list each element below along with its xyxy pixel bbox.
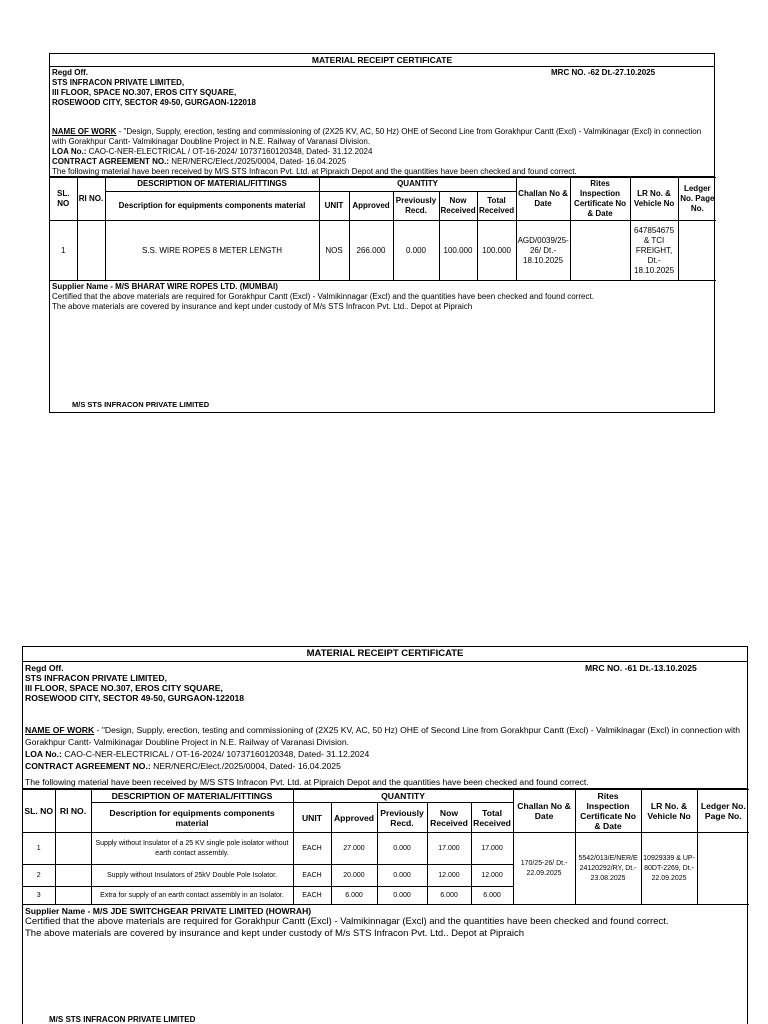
col-ledger: Ledger No. Page No. — [697, 790, 749, 833]
cell-desc: S.S. WIRE ROPES 8 METER LENGTH — [105, 221, 319, 281]
cell-rites — [570, 221, 630, 281]
regd-off-label: Regd Off. — [52, 68, 88, 77]
work-details — [23, 724, 747, 772]
cell-desc: Supply without Insulator of a 25 KV single pole isolator without earth contact assembly. — [91, 833, 293, 865]
company-name: STS INFRACON PRIVATE LIMITED, — [52, 78, 185, 87]
mrc-number: MRC NO. -62 Dt.-27.10.2025 — [551, 68, 656, 77]
cell-total: 100.000 — [477, 221, 516, 281]
loa-line — [25, 748, 745, 760]
cell-sl: 1 — [50, 221, 77, 281]
col-qty-group: QUANTITY — [319, 178, 516, 192]
contract-label: CONTRACT AGREEMENT NO.: — [52, 157, 170, 166]
table-row — [50, 221, 716, 281]
col-sl-no: SL. NO — [23, 790, 55, 833]
received-note: The following material have been received by M/S STS Infracon Pvt. Ltd. at Pipraich Depot and the quantities have been checked and found correct. — [23, 772, 747, 789]
cell-sl: 2 — [23, 865, 55, 887]
insurance-statement: The above materials are covered by insurance and kept under custody of M/s STS Infracon Pvt. Ltd.. Depot at Pipraich — [52, 302, 473, 311]
col-unit: UNIT — [293, 803, 331, 833]
cell-now: 17.000 — [427, 833, 471, 865]
col-lr: LR No. & Vehicle No — [641, 790, 697, 833]
cell-sl: 1 — [23, 833, 55, 865]
signatory: M/S STS INFRACON PRIVATE LIMITED — [49, 1015, 196, 1024]
cell-ri — [55, 865, 91, 887]
col-total: Total Received — [477, 191, 516, 220]
col-challan: Challan No & Date — [516, 178, 570, 221]
address-line-2: ROSEWOOD CITY, SECTOR 49-50, GURGAON-122018 — [52, 98, 256, 107]
cell-ri — [55, 887, 91, 905]
material-table — [23, 789, 749, 905]
cell-prev: 0.000 — [377, 833, 427, 865]
loa-label: LOA No.: — [52, 147, 87, 156]
loa-line — [52, 147, 712, 157]
name-of-work-text: - "Design, Supply, erection, testing and commissioning of (2X25 KV, AC, 50 Hz) OHE of Second Line from Gorakhpur Cantt (Excl) - Valmikinagar (Excl) in connection with Gorakhpur Cantt- Valmikinagar Doubline Project in N.E. Railway of Varanasi Division. — [25, 725, 741, 747]
cell-now: 6.000 — [427, 887, 471, 905]
table-row — [23, 833, 749, 865]
cell-approved: 20.000 — [331, 865, 377, 887]
col-now: Now Received — [439, 191, 477, 220]
col-sl-no: SL. NO — [50, 178, 77, 221]
certificate-title: MATERIAL RECEIPT CERTIFICATE — [50, 54, 714, 67]
certified-statement: Certified that the above materials are required for Gorakhpur Cantt (Excl) - Valmikinnagar (Excl) and the quantities have been checked and found correct. — [52, 292, 594, 301]
col-prev: Previously Recd. — [393, 191, 439, 220]
material-receipt-certificate-61 — [22, 646, 748, 1024]
supplier-name: Supplier Name - M/S BHARAT WIRE ROPES LTD. (MUMBAI) — [52, 282, 278, 291]
cell-desc: Extra for supply of an earth contact assembly in an Isolator. — [91, 887, 293, 905]
contract-line — [25, 760, 745, 772]
cell-now: 100.000 — [439, 221, 477, 281]
supplier-name: Supplier Name - M/S JDE SWITCHGEAR PRIVATE LIMITED (HOWRAH) — [25, 906, 312, 916]
cell-unit: EACH — [293, 887, 331, 905]
col-challan: Challan No & Date — [513, 790, 575, 833]
address-line-2: ROSEWOOD CITY, SECTOR 49-50, GURGAON-122018 — [25, 693, 245, 703]
cell-approved: 27.000 — [331, 833, 377, 865]
col-prev: Previously Recd. — [377, 803, 427, 833]
col-ri-no: RI NO. — [55, 790, 91, 833]
cell-total: 17.000 — [471, 833, 513, 865]
cell-ri — [77, 221, 105, 281]
contract-line — [52, 157, 712, 167]
cell-approved: 6.000 — [331, 887, 377, 905]
name-of-work — [52, 127, 712, 147]
mrc-number: MRC NO. -61 Dt.-13.10.2025 — [585, 663, 697, 673]
company-header — [23, 662, 747, 724]
certificate-title: MATERIAL RECEIPT CERTIFICATE — [23, 647, 747, 662]
name-of-work-text: - "Design, Supply, erection, testing and commissioning of (2X25 KV, AC, 50 Hz) OHE of Second Line from Gorakhpur Cantt (Excl) - Valmikinagar (Excl) in connection with Gorakhpur Cantt- Valmikinagar Doubline Project in N.E. Railway of Varanasi Division. — [52, 127, 702, 146]
col-desc: Description for equipments components material — [91, 803, 293, 833]
certificate-footer — [50, 281, 714, 313]
company-name: STS INFRACON PRIVATE LIMITED, — [25, 673, 167, 683]
work-details — [50, 127, 714, 167]
cell-lr: 10929339 & UP-80DT-2269, Dt.- 22.09.2025 — [641, 833, 697, 905]
name-of-work-label: NAME OF WORK — [25, 725, 95, 735]
col-rites: Rites Inspection Certificate No & Date — [570, 178, 630, 221]
signatory: M/S STS INFRACON PRIVATE LIMITED — [72, 400, 210, 409]
col-ri-no: RI NO. — [77, 178, 105, 221]
loa-label: LOA No.: — [25, 749, 62, 759]
col-now: Now Received — [427, 803, 471, 833]
cell-challan: AGD/0039/25-26/ Dt.- 18.10.2025 — [516, 221, 570, 281]
col-qty-group: QUANTITY — [293, 790, 513, 803]
material-table — [50, 177, 716, 281]
cell-sl: 3 — [23, 887, 55, 905]
cell-unit: EACH — [293, 833, 331, 865]
cell-now: 12.000 — [427, 865, 471, 887]
contract-label: CONTRACT AGREEMENT NO.: — [25, 761, 151, 771]
address-line-1: III FLOOR, SPACE NO.307, EROS CITY SQUARE, — [25, 683, 223, 693]
insurance-statement: The above materials are covered by insurance and kept under custody of M/s STS Infracon Pvt. Ltd.. Depot at Pipraich — [25, 928, 525, 939]
certificate-footer — [23, 905, 747, 941]
contract-value: NER/NERC/Elect./2025/0004, Dated- 16.04.2025 — [169, 157, 347, 166]
col-total: Total Received — [471, 803, 513, 833]
cell-prev: 0.000 — [393, 221, 439, 281]
cell-total: 12.000 — [471, 865, 513, 887]
col-unit: UNIT — [319, 191, 349, 220]
cell-challan: 170/25-26/ Dt.- 22.09.2025 — [513, 833, 575, 905]
col-approved: Approved — [349, 191, 393, 220]
material-receipt-certificate-62 — [49, 53, 715, 413]
col-approved: Approved — [331, 803, 377, 833]
loa-value: CAO-C-NER-ELECTRICAL / OT-16-2024/ 10737160120348, Dated- 31.12.2024 — [86, 147, 373, 156]
col-ledger: Ledger No. Page No. — [678, 178, 716, 221]
cell-rites: 5542/013/E/NER/E 24120292/RY, Dt.- 23.08.2025 — [575, 833, 641, 905]
cell-approved: 266.000 — [349, 221, 393, 281]
cell-prev: 0.000 — [377, 887, 427, 905]
col-rites: Rites Inspection Certificate No & Date — [575, 790, 641, 833]
address-line-1: III FLOOR, SPACE NO.307, EROS CITY SQUARE, — [52, 88, 237, 97]
certified-statement: Certified that the above materials are required for Gorakhpur Cantt (Excl) - Valmikinnagar (Excl) and the quantities have been checked and found correct. — [25, 916, 669, 927]
contract-value: NER/NERC/Elect./2025/0004, Dated- 16.04.2025 — [150, 761, 341, 771]
cell-unit: EACH — [293, 865, 331, 887]
loa-value: CAO-C-NER-ELECTRICAL / OT-16-2024/ 10737160120348, Dated- 31.12.2024 — [61, 749, 370, 759]
col-desc: Description for equipments components material — [105, 191, 319, 220]
cell-ledger — [697, 833, 749, 905]
cell-total: 6.000 — [471, 887, 513, 905]
received-note: The following material have been received by M/S STS Infracon Pvt. Ltd. at Pipraich Depot and the quantities have been checked and found correct. — [50, 167, 714, 177]
col-desc-group: DESCRIPTION OF MATERIAL/FITTINGS — [91, 790, 293, 803]
cell-prev: 0.000 — [377, 865, 427, 887]
cell-unit: NOS — [319, 221, 349, 281]
cell-desc: Supply without Insulators of 25kV Double Pole Isolator. — [91, 865, 293, 887]
col-desc-group: DESCRIPTION OF MATERIAL/FITTINGS — [105, 178, 319, 192]
regd-off-label: Regd Off. — [25, 663, 64, 673]
cell-lr: 647854675 & TCI FREIGHT, Dt.- 18.10.2025 — [630, 221, 678, 281]
col-lr: LR No. & Vehicle No — [630, 178, 678, 221]
cell-ri — [55, 833, 91, 865]
company-header — [50, 67, 714, 127]
name-of-work-label: NAME OF WORK — [52, 127, 117, 136]
name-of-work — [25, 724, 745, 748]
cell-ledger — [678, 221, 716, 281]
